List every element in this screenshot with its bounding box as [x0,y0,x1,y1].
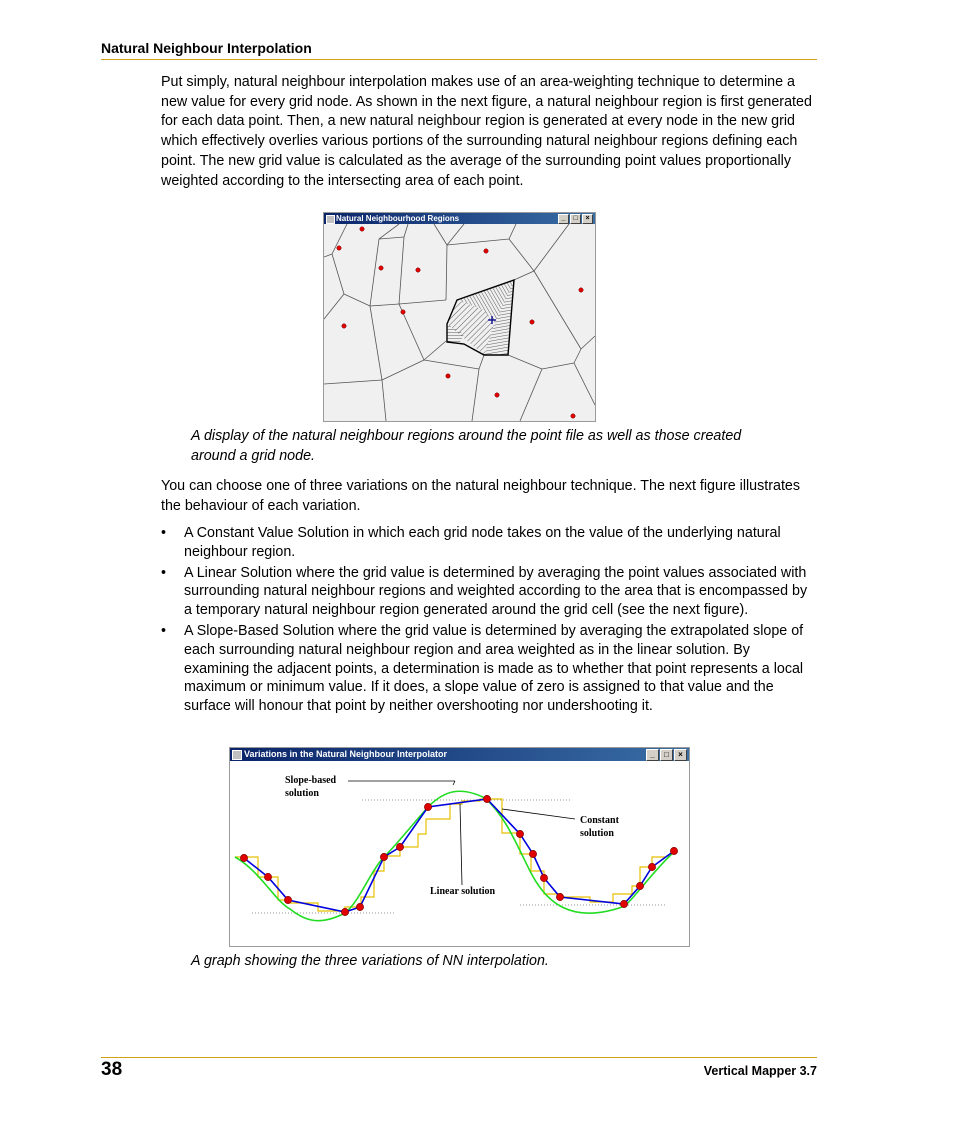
nn-regions-window-title: Natural Neighbourhood Regions [336,214,460,223]
grid-node-region [447,280,514,355]
slope-label-line1: Slope-based [285,775,337,786]
bullet-slope: • A Slope-Based Solution where the grid value is determined by averaging the extrapolated slope of each surrounding natural neighbour region and area weighted as in the linear solution. By examining the adjacent points, a determination is made as to whether that point represents a local maximum or minimum value. If it does, a slope value of zero is assigned to that value and the surface will honour that point by neither overshooting nor undershooting it. [161,622,817,716]
slope-label-line2: solution [285,788,319,799]
intro-paragraph: Put simply, natural neighbour interpolation makes use of an area-weighting technique to determine a new value for every grid node. As shown in the next figure, a natural neighbour region is first generated for each data point. Then, a new natural neighbour region is generated at every node in the new grid which effectively overlies various portions of the surrounding natural neighbour regions defining each point. The new grid value is calculated as the average of the surrounding point values proportionally weighted according to the intersecting area of each point. [161,74,812,189]
figure2-caption: A graph showing the three variations of NN interpolation. [191,953,549,969]
minimize-button[interactable]: _ [646,749,659,761]
app-icon [326,215,335,224]
footer-product: Vertical Mapper 3.7 [703,1064,817,1078]
nn-variations-graph [230,761,689,946]
page-number: 38 [101,1059,123,1080]
footer-rule [101,1057,817,1058]
label-leaders [348,781,575,885]
nn-variations-window [229,747,690,947]
slope-solution-line [235,791,675,920]
nn-regions-titlebar [324,213,595,224]
close-button[interactable]: × [674,749,687,761]
constant-label-line1: Constant [580,815,619,826]
variation-list [161,524,817,718]
constant-label-line2: solution [580,828,614,839]
nn-variations-window-title: Variations in the Natural Neighbour Interpolator [244,749,448,759]
linear-label: Linear solution [430,886,496,897]
data-points [240,795,677,915]
figure1-caption: A display of the natural neighbour regions around the point file as well as those created around a grid node. [191,428,742,464]
bullet-constant: • A Constant Value Solution in which each grid node takes on the value of the underlying natural neighbour region. [161,524,817,562]
app-icon [232,750,242,760]
bullet-linear: • A Linear Solution where the grid value is determined by averaging the point values associated with surrounding natural neighbour regions and weighted according to the area that is encompassed by a temporary natural neighbour region generated around the grid cell (see the next figure). [161,564,817,620]
variations-paragraph: You can choose one of three variations on the natural neighbour technique. The next figure illustrates the behaviour of each variation. [161,478,801,514]
close-button[interactable]: × [582,214,593,224]
voronoi-diagram [324,224,595,421]
maximize-button[interactable]: □ [660,749,673,761]
minimize-button[interactable]: _ [558,214,569,224]
nn-variations-titlebar [230,748,689,761]
nn-regions-window [323,212,596,422]
maximize-button[interactable]: □ [570,214,581,224]
running-header: Natural Neighbour Interpolation [101,40,312,56]
header-rule [101,59,817,60]
